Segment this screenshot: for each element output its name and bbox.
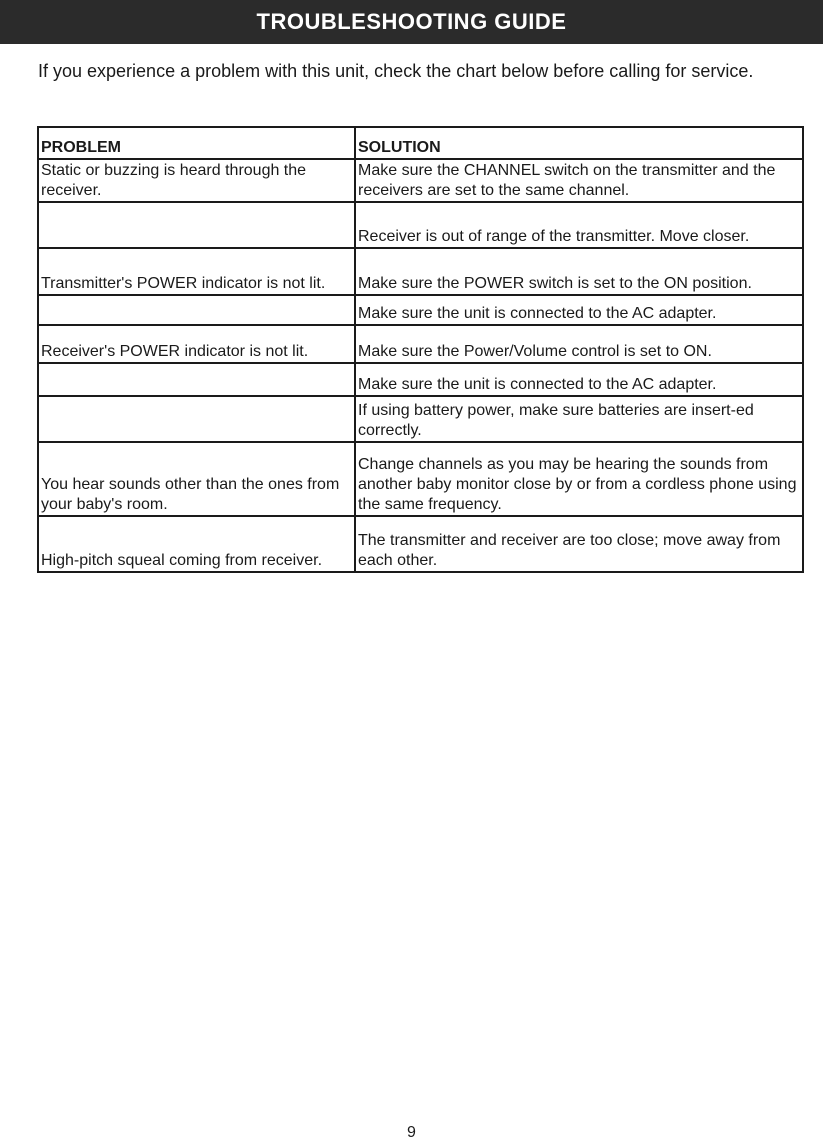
problem-cell	[39, 203, 356, 247]
problem-cell	[39, 364, 356, 395]
table-row	[39, 326, 802, 364]
table-row	[39, 249, 802, 296]
table-row	[39, 517, 802, 573]
problem-cell	[39, 397, 356, 441]
solution-cell: If using battery power, make sure batteries are insert-ed correctly.	[358, 402, 754, 439]
intro-paragraph: If you experience a problem with this unit, check the chart below before calling for service.	[38, 61, 754, 81]
solution-cell: The transmitter and receiver are too close; move away from each other.	[358, 532, 781, 569]
table-row	[39, 296, 802, 326]
page-title-bar	[0, 0, 823, 44]
troubleshooting-table	[37, 126, 804, 573]
page-number: 9	[407, 1124, 416, 1141]
problem-cell: High-pitch squeal coming from receiver.	[39, 517, 356, 571]
problem-cell: You hear sounds other than the ones from your baby's room.	[39, 443, 356, 515]
solution-cell: Receiver is out of range of the transmitter. Move closer.	[358, 228, 750, 245]
solution-cell: Make sure the unit is connected to the AC adapter.	[358, 305, 717, 322]
table-header-row	[39, 128, 802, 160]
table-row	[39, 443, 802, 517]
problem-cell: Receiver's POWER indicator is not lit.	[39, 326, 356, 362]
problem-cell: Transmitter's POWER indicator is not lit.	[39, 249, 356, 294]
problem-column-header: PROBLEM	[39, 128, 356, 158]
problem-cell	[39, 296, 356, 324]
solution-cell: Make sure the POWER switch is set to the ON position.	[358, 275, 752, 292]
page-title: TROUBLESHOOTING GUIDE	[256, 9, 567, 34]
problem-cell: Static or buzzing is heard through the receiver.	[39, 160, 356, 201]
table-row	[39, 160, 802, 203]
table-row	[39, 203, 802, 249]
table-row	[39, 364, 802, 397]
solution-cell: Change channels as you may be hearing the sounds from another baby monitor close by or from a cordless phone using the same frequency.	[358, 456, 797, 513]
solution-cell: Make sure the Power/Volume control is set to ON.	[358, 343, 712, 360]
solution-cell: Make sure the CHANNEL switch on the transmitter and the receivers are set to the same channel.	[358, 162, 776, 199]
solution-cell: Make sure the unit is connected to the AC adapter.	[358, 376, 717, 393]
solution-column-header: SOLUTION	[358, 139, 441, 156]
table-row	[39, 397, 802, 443]
